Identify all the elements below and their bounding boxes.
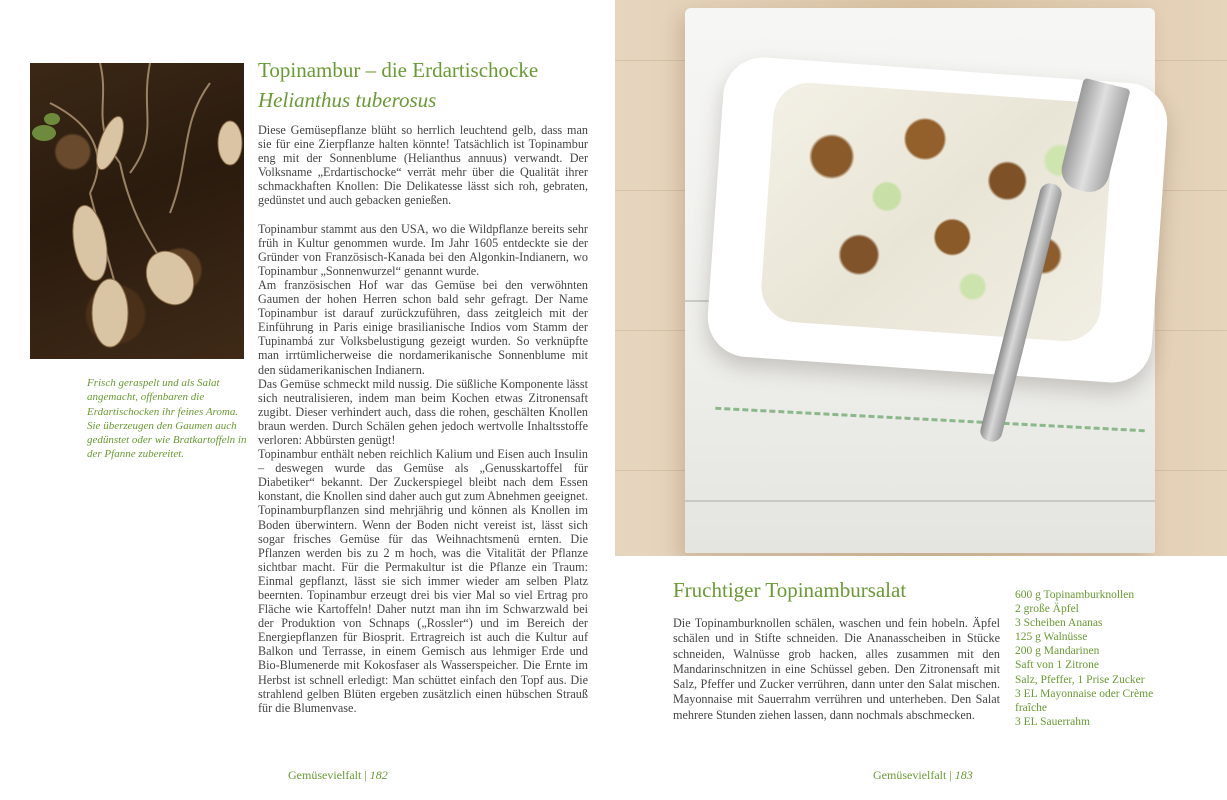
article-paragraph: Topinambur stammt aus den USA, wo die Wildpflanze bereits sehr früh in Kultur genommen wurde. Im Jahr 1605 entdeckte sie der Gründer von Französisch-Kanada bei den Algonkin-Indianern, wo Topinambur „Sonnenwurzel“ genannt wurde. xyxy=(258,221,588,278)
page-number: 182 xyxy=(369,768,388,782)
ingredient-item: 3 EL Sauerrahm xyxy=(1015,715,1090,728)
tuber-illustration xyxy=(30,63,244,359)
salad-photo xyxy=(615,0,1227,556)
recipe-instructions: Die Topinamburknollen schälen, waschen und fein hobeln. Äpfel schälen und in Stifte schneiden. Die Ananasscheiben in Stücke schneiden, Walnüsse grob hacken, alles zusammen mit den Mandarinschnitzen in eine Schüssel geben. Den Zitronensaft mit Salz, Pfeffer und Zucker verrühren, dann unter den Salat mischen. Mayonnaise mit Sauerrahm verrühren und unterheben. Den Salat mehrere Stunden ziehen lassen, dann nochmals abschmecken. xyxy=(673,616,1000,722)
article-paragraph: Topinambur enthält neben reichlich Kalium und Eisen auch Insulin – deswegen wurde das Gemüse als „Genusskartoffel für Diabetiker“ bekannt. Der Zuckerspiegel bleibt nach dem Essen konstant, die Knollen sind daher auch gut zum Abnehmen geeignet. xyxy=(258,447,588,504)
page-footer-left xyxy=(288,768,388,783)
ingredient-list xyxy=(1015,588,1175,729)
article-paragraph: Am französischen Hof war das Gemüse bei den verwöhnten Gaumen der hohen Herren schon bald sehr gefragt. Der Name Topinambur ist darauf zurückzuführen, dass zeitgleich mit der Einführung in Paris einige brasilianische Indios vom Stamm der Tupinambá zur Volksbelustigung gezeigt wurden. So verknüpfte man irrtümlicherweise die nordamerikanische Sonnenblume mit den südamerikanischen Indianern. xyxy=(258,277,588,377)
folio-separator: | xyxy=(364,768,367,782)
ingredient-item: 200 g Mandarinen xyxy=(1015,645,1100,658)
folio-section: Gemüsevielfalt xyxy=(288,768,362,782)
article-paragraph: Diese Gemüsepflanze blüht so herrlich leuchtend gelb, dass man sie für eine Zierpflanze halten könnte! Tatsächlich ist Topinambur eng mit der Sonnenblume (Helianthus annuus) verwandt. Der Volksname „Erdartischocke“ verrät mehr über die Qualität ihrer schmackhaften Knollen: Die Delikatesse lässt sich roh, gebraten, gedünstet und auch gebacken genießen. xyxy=(258,123,588,208)
folio-separator: | xyxy=(949,768,952,782)
ingredient-item: 2 große Äpfel xyxy=(1015,603,1079,616)
article-paragraph: Topinamburpflanzen sind mehrjährig und können als Knollen im Boden überwintern. Wenn der Boden nicht vereist ist, lässt sich sogar frisches Gemüse für das Weihnachtsmenü ernten. Die Pflanzen werden bis zu 2 m hoch, was die Vitalität der Pflanze sichtbar macht. Für die Permakultur ist die Pflanze ein Traum: Einmal gepflanzt, lässt sie sich immer wieder am selben Platz beernten. Topinambur erzeugt drei bis vier Mal so viel Ertrag pro Fläche wie Kartoffeln! Daher nutzt man ihn im Schwarzwald bei der Produktion von Schnaps („Rossler“) und im Bereich der Energiepflanzen für Biosprit. Ertragreich ist auch die Kultur auf Balkon und Terrasse, in einem Gemisch aus lehmiger Erde und Bio-Blumenerde mit Kokosfaser als Wasserspeicher. Die Ernte im Herbst ist schnell erledigt: Man schüttet einfach den Topf aus. Die strahlend gelben Blüten ergeben zusätzlich einen hübschen Strauß für die Blumenvase. xyxy=(258,503,588,715)
ingredient-item: Salz, Pfeffer, 1 Prise Zucker xyxy=(1015,673,1145,686)
article-subtitle: Helianthus tuberosus xyxy=(258,88,437,112)
ingredient-item: 125 g Walnüsse xyxy=(1015,631,1088,644)
folio-section: Gemüsevielfalt xyxy=(873,768,947,782)
ingredient-item: 3 EL Mayonnaise oder Crème fraîche xyxy=(1015,687,1154,714)
jerusalem-artichoke-photo xyxy=(30,63,244,359)
page-footer-right xyxy=(873,768,973,783)
article-paragraph: Das Gemüse schmeckt mild nussig. Die süßliche Komponente lässt sich neutralisieren, indem man beim Kochen etwas Zitronensaft zugibt. Dieser verhindert auch, dass die rohen, geschälten Knollen braun werden. Durch Schälen gehen jedoch wertvolle Inhaltsstoffe verloren: Abbürsten genügt! xyxy=(258,376,588,447)
page-number: 183 xyxy=(954,768,973,782)
ingredient-item: 600 g Topinamburknollen xyxy=(1015,589,1135,601)
article-body xyxy=(258,123,588,715)
napkin-fold xyxy=(685,500,1155,502)
recipe-title: Fruchtiger Topinambursalat xyxy=(673,578,907,602)
ingredient-item: 3 Scheiben Ananas xyxy=(1015,617,1103,630)
photo-caption: Frisch geraspelt und als Salat angemacht, offenbaren die Erdartischocken ihr feines Aroma. Sie überzeugen den Gaumen auch gedünstet oder wie Bratkartoffeln in der Pfanne zubereitet. xyxy=(87,377,247,461)
ingredient-item: Saft von 1 Zitrone xyxy=(1015,659,1099,672)
article-title: Topinambur – die Erdartischocke xyxy=(258,58,539,82)
salad-contents xyxy=(759,80,1115,343)
right-page xyxy=(615,0,1227,800)
